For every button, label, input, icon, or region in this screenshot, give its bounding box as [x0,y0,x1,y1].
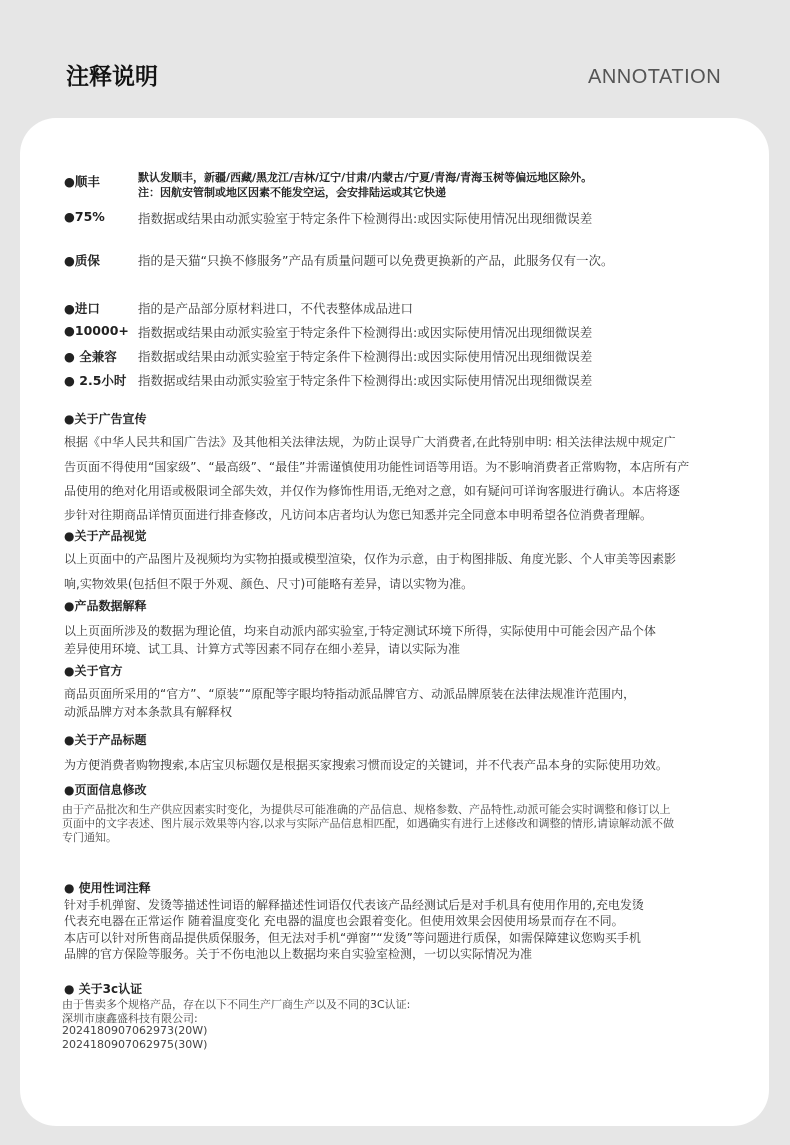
item-value: 指数据或结果由动派实验室于特定条件下检测得出:或因实际使用情况出现细微误差 [138,211,593,226]
section-ad-line: 品使用的绝对化用语或极限词全部失效，并仅作为修饰性用语,无绝对之意，如有疑问可详询客服进行确认。本店将逐 [64,484,680,498]
section-title-heading: ●关于产品标题 [64,733,147,747]
page-subtitle: ANNOTATION [588,66,722,88]
item-key: ● 2.5小时 [64,373,127,388]
section-cert-line: 2024180907062975(30W) [62,1038,208,1051]
section-visual-line: 以上页面中的产品图片及视频均为实物拍摄或模型渲染，仅作为示意，由于构图排版、角度光影、个人审美等因素影 [64,552,677,566]
section-ad-line: 告页面不得使用“国家级”、“最高级”、“最佳”并需谨慎使用功能性词语等用语。为不影响消费者正常购物，本店所有产 [64,460,690,474]
item-key: ●顺丰 [64,174,100,189]
section-pageinfo-heading: ●页面信息修改 [64,783,147,797]
section-cert-line: 2024180907062973(20W) [62,1024,208,1037]
item-value: 指数据或结果由动派实验室于特定条件下检测得出:或因实际使用情况出现细微误差 [138,373,593,388]
item-value: 指数据或结果由动派实验室于特定条件下检测得出:或因实际使用情况出现细微误差 [138,325,593,340]
section-usage-line: 针对手机弹窗、发烫等描述性词语的解释描述性词语仅代表该产品经测试后是对手机具有使用作用的,充电发烫 [64,898,644,912]
section-pageinfo-line: 专门通知。 [62,831,117,844]
section-usage-line: 代表充电器在正常运作 随着温度变化 充电器的温度也会跟着变化。但使用效果会因使用场景而存在不同。 [64,914,624,928]
item-key: ● 全兼容 [64,349,117,364]
section-usage-heading: ● 使用性词注释 [64,881,151,895]
page-title: 注释说明 [66,64,158,90]
section-official-line: 商品页面所采用的“官方”、“原装”“原配等字眼均特指动派品牌官方、动派品牌原装在法律法规准许范围内， [64,687,636,701]
section-pageinfo-line: 由于产品批次和生产供应因素实时变化，为提供尽可能准确的产品信息、规格参数、产品特性,动派可能会实时调整和修订以上 [62,803,671,816]
item-key: ●10000+ [64,323,129,338]
item-import [64,299,413,317]
section-title-line: 为方便消费者购物搜索,本店宝贝标题仅是根据买家搜索习惯而设定的关键词，并不代表产品本身的实际使用功效。 [64,758,668,772]
section-data-heading: ●产品数据解释 [64,599,147,613]
section-usage-line: 品牌的官方保险等服务。关于不伤电池以上数据均来自实验室检测，一切以实际情况为准 [64,947,533,961]
section-visual-heading: ●关于产品视觉 [64,529,147,543]
section-ad-heading: ●关于广告宣传 [64,412,147,426]
item-key: ●75% [64,209,105,224]
section-visual-line: 响,实物效果(包括但不限于外观、颜色、尺寸)可能略有差异，请以实物为准。 [64,577,474,591]
section-official-heading: ●关于官方 [64,664,123,678]
item-value: 默认发顺丰，新疆/西藏/黑龙江/吉林/辽宁/甘肃/内蒙古/宁夏/青海/青海玉树等偏远地区除外。 [138,171,593,184]
item-key: ●质保 [64,253,100,268]
section-usage-line: 本店可以针对所售商品提供质保服务，但无法对手机“弹窗”“发烫”等问题进行质保，如需保障建议您购买手机 [64,931,641,945]
item-10000 [64,323,592,341]
item-value: 指的是产品部分原材料进口，不代表整体成品进口 [138,301,414,316]
section-pageinfo-line: 页面中的文字表述、图片展示效果等内容,以求与实际产品信息相匹配，如遇确实有进行上述修改和调整的情形,请谅解动派不做 [62,817,674,830]
section-cert-line: 深圳市康鑫盛科技有限公司: [62,1012,198,1025]
item-shunfeng [64,170,592,200]
section-ad-line: 根据《中华人民共和国广告法》及其他相关法律法规，为防止误导广大消费者,在此特别申明: 相关法律法规中规定广 [64,435,676,449]
item-warranty [64,251,613,269]
section-ad-line: 步针对往期商品详情页面进行排查修改，凡访问本店者均认为您已知悉并完全同意本申明希望各位消费者理解。 [64,508,653,522]
item-value: 指的是天猫“只换不修服务”产品有质量问题可以免费更换新的产品，此服务仅有一次。 [138,253,614,268]
item-75 [64,209,592,227]
item-note: 注：因航安管制或地区因素不能发空运，会安排陆运或其它快递 [138,186,446,199]
section-data-line: 差异使用环境、试工具、计算方式等因素不同存在细小差异，请以实际为准 [64,642,461,656]
section-cert-line: 由于售卖多个规格产品，存在以下不同生产厂商生产以及不同的3C认证: [62,998,411,1011]
section-official-line: 动派品牌方对本条款具有解释权 [64,705,233,719]
section-cert-heading: ● 关于3c认证 [64,982,143,996]
item-25h [64,371,592,389]
item-compatible [64,347,592,365]
item-value: 指数据或结果由动派实验室于特定条件下检测得出:或因实际使用情况出现细微误差 [138,349,593,364]
item-key: ●进口 [64,301,100,316]
section-data-line: 以上页面所涉及的数据为理论值，均来自动派内部实验室,于特定测试环境下所得，实际使用中可能会因产品个体 [64,624,656,638]
